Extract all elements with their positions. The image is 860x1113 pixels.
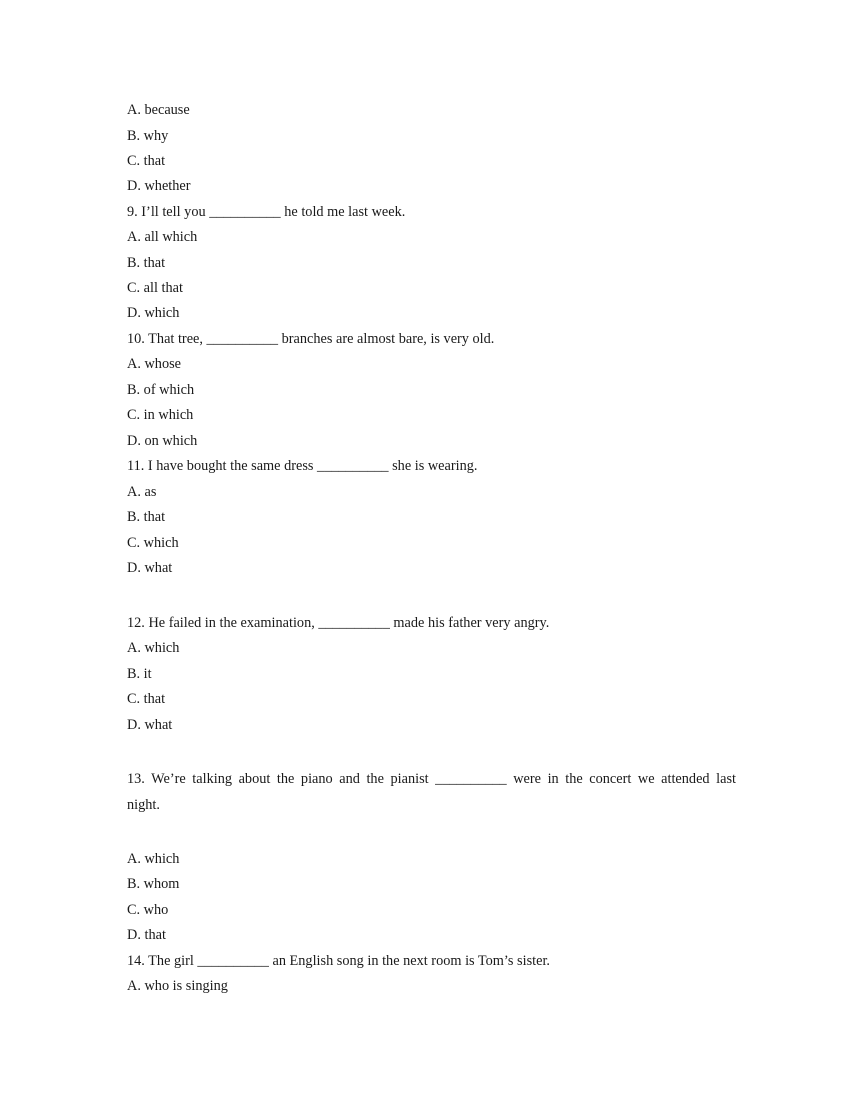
option-d: D. that: [127, 927, 166, 943]
option-a: A. all which: [127, 229, 198, 245]
question-13-continuation: night.: [127, 797, 160, 813]
option-d: D. what: [127, 560, 173, 576]
option-b: B. why: [127, 128, 169, 144]
option-c: C. all that: [127, 280, 183, 296]
option-b: B. of which: [127, 382, 195, 398]
option-d: D. which: [127, 305, 180, 321]
option-a: A. as: [127, 484, 157, 500]
option-c: C. which: [127, 535, 179, 551]
option-b: B. whom: [127, 876, 180, 892]
option-b: B. it: [127, 666, 152, 682]
option-c: C. who: [127, 902, 169, 918]
option-b: B. that: [127, 255, 166, 271]
question-14: 14. The girl __________ an English song in the next room is Tom’s sister.: [127, 953, 550, 969]
question-11: 11. I have bought the same dress __________ she is wearing.: [127, 458, 478, 474]
option-c: C. in which: [127, 407, 194, 423]
option-a: A. who is singing: [127, 978, 228, 994]
option-d: D. what: [127, 717, 173, 733]
option-a: A. whose: [127, 356, 182, 372]
question-9: 9. I’ll tell you __________ he told me last week.: [127, 204, 406, 220]
option-b: B. that: [127, 509, 166, 525]
option-a: A. which: [127, 851, 180, 867]
option-a: A. because: [127, 102, 190, 118]
option-d: D. on which: [127, 433, 198, 449]
question-12: 12. He failed in the examination, __________ made his father very angry.: [127, 615, 550, 631]
question-13: 13. We’re talking about the piano and the pianist __________ were in the concert we attended last: [127, 771, 736, 787]
option-d: D. whether: [127, 178, 191, 194]
option-c: C. that: [127, 153, 166, 169]
option-c: C. that: [127, 691, 166, 707]
option-a: A. which: [127, 640, 180, 656]
question-10: 10. That tree, __________ branches are almost bare, is very old.: [127, 331, 495, 347]
